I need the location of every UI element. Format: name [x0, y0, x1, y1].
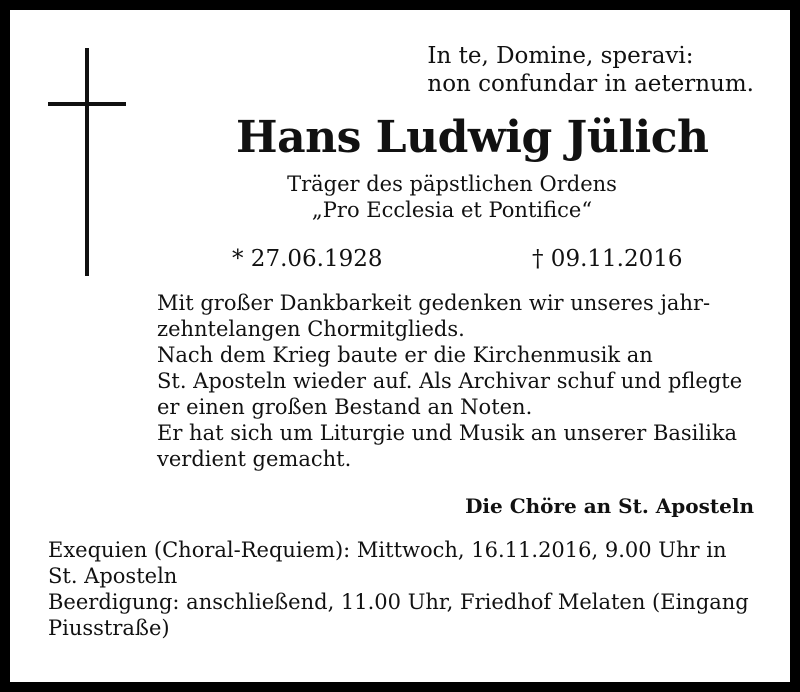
- text-line: Er hat sich um Liturgie und Musik an unserer Basilika: [157, 421, 738, 445]
- birth-date: * 27.06.1928: [232, 246, 383, 272]
- deceased-name: Hans Ludwig Jülich: [236, 112, 709, 163]
- signature: Die Chöre an St. Aposteln: [465, 494, 754, 518]
- order-line-2: „Pro Ecclesia et Pontifice“: [311, 198, 593, 222]
- text-line: Mit großer Dankbarkeit gedenken wir unseres jahr-: [157, 291, 711, 315]
- text-line: St. Aposteln wieder auf. Als Archivar schuf und pflegte: [157, 369, 743, 393]
- papal-order-text: [222, 171, 682, 223]
- text-line: er einen großen Bestand an Noten.: [157, 395, 533, 419]
- text-line: verdient gemacht.: [157, 447, 352, 471]
- services-line: Piusstraße): [48, 616, 170, 640]
- text-line: zehntelangen Chormitglieds.: [157, 317, 465, 341]
- motto-line-1: In te, Domine, speravi:: [427, 43, 694, 69]
- latin-motto: [427, 42, 754, 98]
- motto-line-2: non confundar in aeternum.: [427, 71, 754, 97]
- death-date: † 09.11.2016: [532, 246, 683, 272]
- services-line: Exequien (Choral-Requiem): Mittwoch, 16.11.2016, 9.00 Uhr in: [48, 538, 727, 562]
- funeral-services-info: [48, 537, 758, 641]
- cross-vertical-bar: [85, 48, 89, 276]
- services-line: St. Aposteln: [48, 564, 178, 588]
- text-line: Nach dem Krieg baute er die Kirchenmusik an: [157, 343, 653, 367]
- memorial-text: [157, 290, 755, 472]
- order-line-1: Träger des päpstlichen Ordens: [287, 172, 617, 196]
- cross-horizontal-bar: [48, 102, 126, 106]
- services-line: Beerdigung: anschließend, 11.00 Uhr, Friedhof Melaten (Eingang: [48, 590, 749, 614]
